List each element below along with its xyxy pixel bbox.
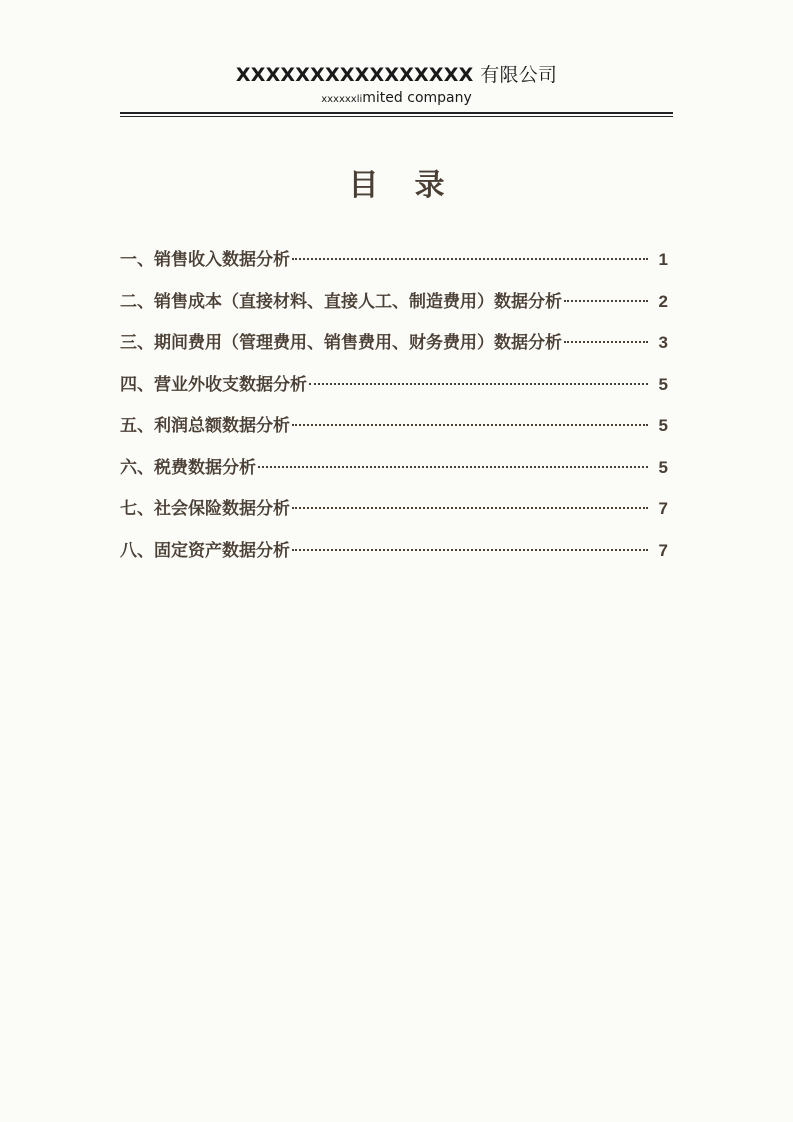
toc-entry[interactable]: [120, 287, 668, 329]
toc-leader-dots: [292, 424, 648, 426]
toc-entry-page: 5: [658, 374, 668, 394]
toc-entry[interactable]: [120, 453, 668, 495]
toc-entry-page: 2: [658, 291, 668, 311]
toc-leader-dots: [564, 341, 648, 343]
toc-leader-dots: [564, 300, 648, 302]
toc-entry-label: 三、期间费用（管理费用、销售费用、财务费用）数据分析: [120, 333, 562, 353]
toc-entry-label: 四、营业外收支数据分析: [120, 374, 307, 395]
company-english-prefix: xxxxxx: [321, 94, 357, 105]
company-name: [0, 60, 793, 87]
toc-list: [120, 245, 668, 577]
toc-entry-label: 八、固定资产数据分析: [120, 540, 290, 561]
toc-entry-label: 二、销售成本（直接材料、直接人工、制造费用）数据分析: [120, 291, 562, 312]
toc-entry-page: 1: [658, 250, 668, 269]
company-english-rest: mited company: [362, 90, 472, 106]
company-name-suffix: 有限公司: [480, 64, 558, 86]
header-rule-thin: [120, 116, 673, 117]
toc-entry[interactable]: [120, 494, 668, 536]
toc-entry-label: 六、税费数据分析: [120, 457, 256, 478]
toc-entry[interactable]: [120, 411, 668, 453]
toc-entry-page: 7: [658, 499, 668, 518]
toc-leader-dots: [292, 507, 648, 509]
toc-title: 目录: [348, 168, 481, 203]
toc-entry[interactable]: [120, 536, 668, 578]
toc-entry[interactable]: [120, 328, 668, 370]
toc-leader-dots: [258, 466, 648, 468]
toc-entry-page: 3: [658, 333, 668, 352]
toc-entry[interactable]: [120, 245, 668, 287]
toc-entry-label: 一、销售收入数据分析: [120, 250, 290, 270]
toc-entry-page: 7: [658, 540, 668, 560]
company-name-placeholder: XXXXXXXXXXXXXXXX: [235, 64, 474, 86]
toc-leader-dots: [292, 258, 648, 260]
toc-entry-page: 5: [658, 416, 668, 435]
toc-leader-dots: [292, 549, 648, 551]
toc-entry-label: 五、利润总额数据分析: [120, 416, 290, 436]
toc-leader-dots: [309, 383, 648, 385]
header-rule-thick: [120, 112, 673, 114]
toc-entry-page: 5: [658, 457, 668, 477]
company-english-li: li: [356, 94, 363, 105]
company-english-name: [0, 90, 793, 106]
toc-entry[interactable]: [120, 370, 668, 412]
toc-entry-label: 七、社会保险数据分析: [120, 499, 290, 519]
